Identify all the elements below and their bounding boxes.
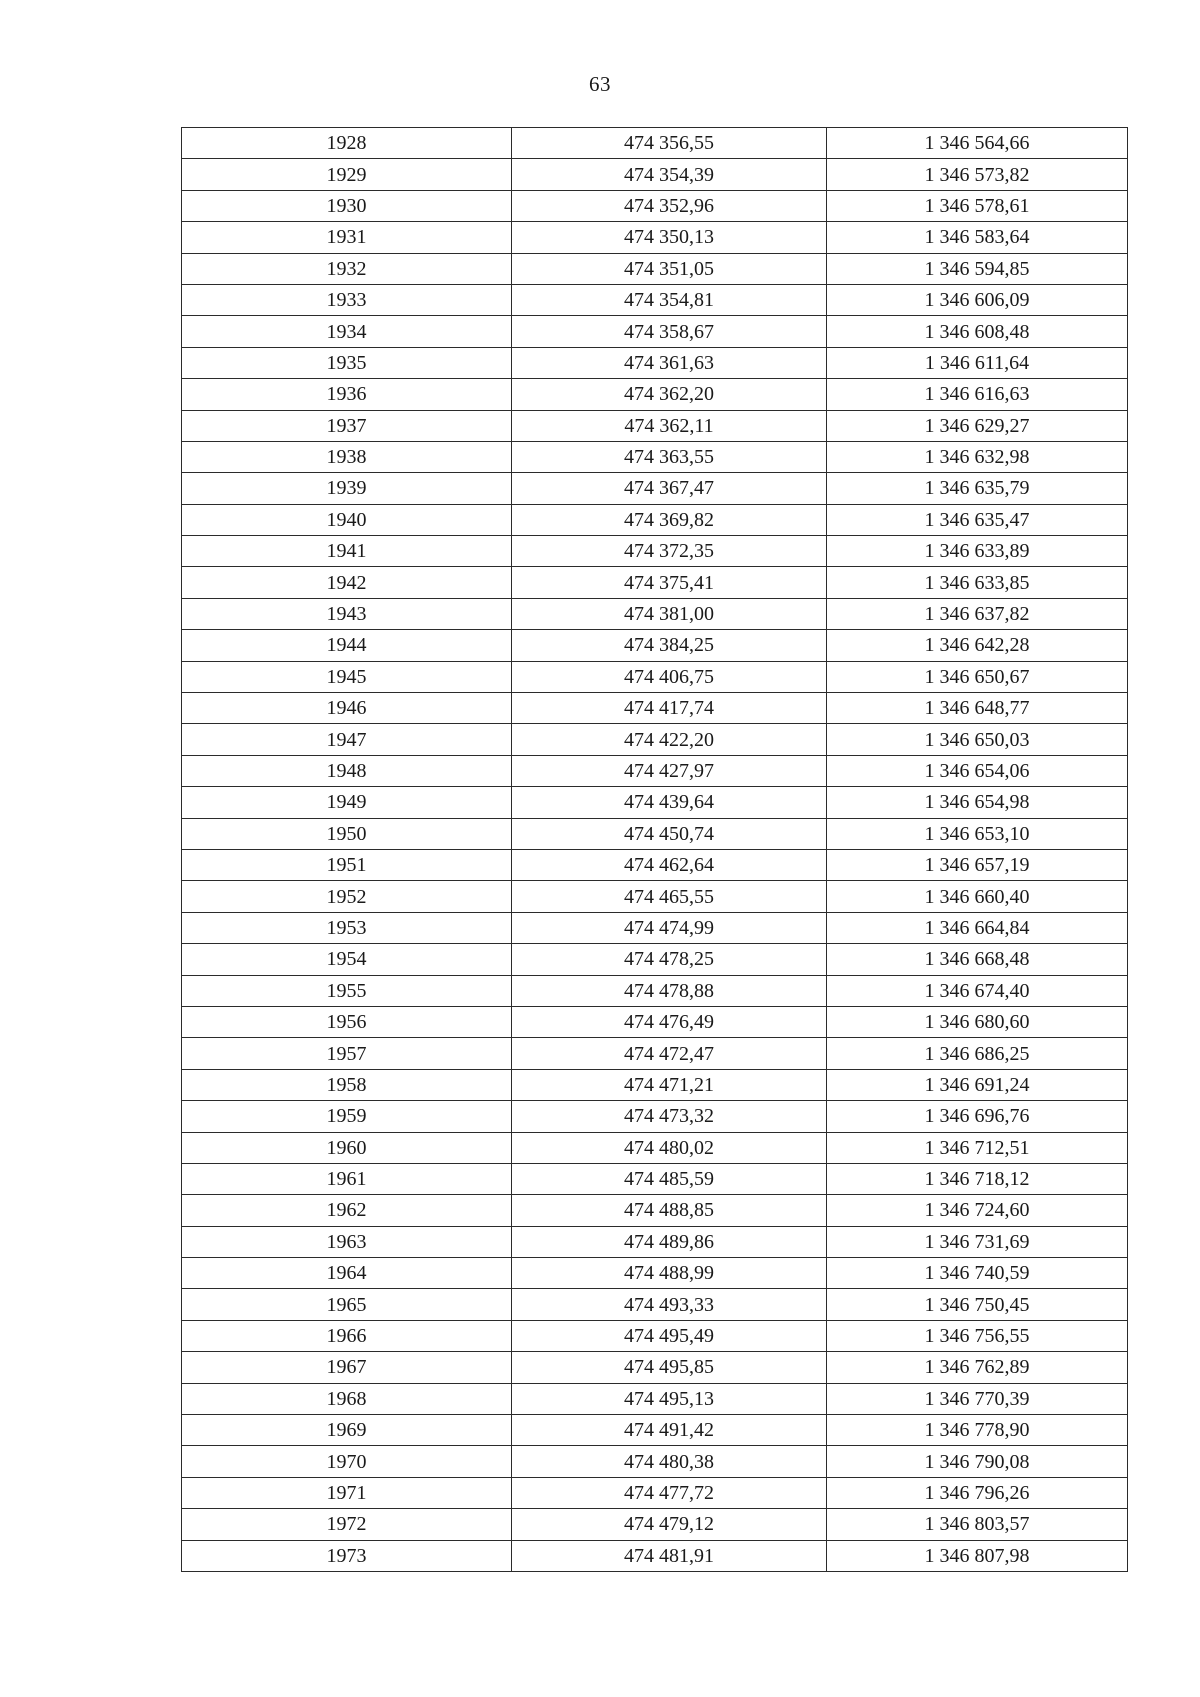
y-coordinate-cell: 1 346 718,12: [827, 1163, 1128, 1194]
point-number-cell: 1950: [182, 818, 512, 849]
x-coordinate-cell: 474 472,47: [512, 1038, 827, 1069]
point-number-cell: 1935: [182, 347, 512, 378]
table-row: [182, 1163, 1128, 1194]
x-coordinate-cell: 474 362,20: [512, 379, 827, 410]
point-number-cell: 1928: [182, 128, 512, 159]
point-number-cell: 1957: [182, 1038, 512, 1069]
x-coordinate-cell: 474 369,82: [512, 504, 827, 535]
table-row: [182, 1132, 1128, 1163]
x-coordinate-cell: 474 485,59: [512, 1163, 827, 1194]
point-number-cell: 1966: [182, 1320, 512, 1351]
point-number-cell: 1967: [182, 1352, 512, 1383]
point-number-cell: 1933: [182, 284, 512, 315]
y-coordinate-cell: 1 346 629,27: [827, 410, 1128, 441]
point-number-cell: 1969: [182, 1415, 512, 1446]
x-coordinate-cell: 474 462,64: [512, 849, 827, 880]
y-coordinate-cell: 1 346 686,25: [827, 1038, 1128, 1069]
table-row: [182, 1289, 1128, 1320]
coordinates-table: [181, 127, 1128, 1572]
point-number-cell: 1960: [182, 1132, 512, 1163]
y-coordinate-cell: 1 346 664,84: [827, 912, 1128, 943]
table-row: [182, 849, 1128, 880]
table-row: [182, 222, 1128, 253]
point-number-cell: 1931: [182, 222, 512, 253]
table-row: [182, 379, 1128, 410]
table-row: [182, 598, 1128, 629]
table-row: [182, 347, 1128, 378]
table-row: [182, 944, 1128, 975]
x-coordinate-cell: 474 488,85: [512, 1195, 827, 1226]
y-coordinate-cell: 1 346 790,08: [827, 1446, 1128, 1477]
y-coordinate-cell: 1 346 712,51: [827, 1132, 1128, 1163]
y-coordinate-cell: 1 346 608,48: [827, 316, 1128, 347]
point-number-cell: 1938: [182, 441, 512, 472]
table-row: [182, 912, 1128, 943]
x-coordinate-cell: 474 384,25: [512, 630, 827, 661]
table-row: [182, 755, 1128, 786]
table-row: [182, 1446, 1128, 1477]
table-row: [182, 1352, 1128, 1383]
x-coordinate-cell: 474 480,38: [512, 1446, 827, 1477]
x-coordinate-cell: 474 477,72: [512, 1477, 827, 1508]
y-coordinate-cell: 1 346 583,64: [827, 222, 1128, 253]
point-number-cell: 1956: [182, 1006, 512, 1037]
point-number-cell: 1929: [182, 159, 512, 190]
x-coordinate-cell: 474 417,74: [512, 693, 827, 724]
y-coordinate-cell: 1 346 680,60: [827, 1006, 1128, 1037]
x-coordinate-cell: 474 474,99: [512, 912, 827, 943]
x-coordinate-cell: 474 406,75: [512, 661, 827, 692]
table-row: [182, 1006, 1128, 1037]
x-coordinate-cell: 474 354,81: [512, 284, 827, 315]
y-coordinate-cell: 1 346 657,19: [827, 849, 1128, 880]
x-coordinate-cell: 474 489,86: [512, 1226, 827, 1257]
y-coordinate-cell: 1 346 696,76: [827, 1101, 1128, 1132]
point-number-cell: 1968: [182, 1383, 512, 1414]
y-coordinate-cell: 1 346 648,77: [827, 693, 1128, 724]
y-coordinate-cell: 1 346 796,26: [827, 1477, 1128, 1508]
y-coordinate-cell: 1 346 740,59: [827, 1258, 1128, 1289]
table-row: [182, 661, 1128, 692]
x-coordinate-cell: 474 351,05: [512, 253, 827, 284]
point-number-cell: 1970: [182, 1446, 512, 1477]
y-coordinate-cell: 1 346 756,55: [827, 1320, 1128, 1351]
point-number-cell: 1943: [182, 598, 512, 629]
y-coordinate-cell: 1 346 674,40: [827, 975, 1128, 1006]
x-coordinate-cell: 474 488,99: [512, 1258, 827, 1289]
point-number-cell: 1932: [182, 253, 512, 284]
x-coordinate-cell: 474 491,42: [512, 1415, 827, 1446]
point-number-cell: 1973: [182, 1540, 512, 1571]
point-number-cell: 1930: [182, 190, 512, 221]
table-row: [182, 159, 1128, 190]
point-number-cell: 1951: [182, 849, 512, 880]
point-number-cell: 1936: [182, 379, 512, 410]
x-coordinate-cell: 474 495,85: [512, 1352, 827, 1383]
x-coordinate-cell: 474 481,91: [512, 1540, 827, 1571]
table-row: [182, 253, 1128, 284]
table-row: [182, 1226, 1128, 1257]
x-coordinate-cell: 474 450,74: [512, 818, 827, 849]
x-coordinate-cell: 474 358,67: [512, 316, 827, 347]
y-coordinate-cell: 1 346 650,03: [827, 724, 1128, 755]
y-coordinate-cell: 1 346 724,60: [827, 1195, 1128, 1226]
table-row: [182, 316, 1128, 347]
y-coordinate-cell: 1 346 762,89: [827, 1352, 1128, 1383]
point-number-cell: 1942: [182, 567, 512, 598]
point-number-cell: 1971: [182, 1477, 512, 1508]
table-row: [182, 1101, 1128, 1132]
point-number-cell: 1959: [182, 1101, 512, 1132]
y-coordinate-cell: 1 346 691,24: [827, 1069, 1128, 1100]
y-coordinate-cell: 1 346 650,67: [827, 661, 1128, 692]
y-coordinate-cell: 1 346 660,40: [827, 881, 1128, 912]
point-number-cell: 1946: [182, 693, 512, 724]
x-coordinate-cell: 474 478,25: [512, 944, 827, 975]
point-number-cell: 1958: [182, 1069, 512, 1100]
y-coordinate-cell: 1 346 642,28: [827, 630, 1128, 661]
table-row: [182, 1195, 1128, 1226]
y-coordinate-cell: 1 346 750,45: [827, 1289, 1128, 1320]
point-number-cell: 1939: [182, 473, 512, 504]
point-number-cell: 1947: [182, 724, 512, 755]
y-coordinate-cell: 1 346 606,09: [827, 284, 1128, 315]
point-number-cell: 1944: [182, 630, 512, 661]
page-number: 63: [589, 72, 611, 96]
x-coordinate-cell: 474 473,32: [512, 1101, 827, 1132]
x-coordinate-cell: 474 352,96: [512, 190, 827, 221]
table-row: [182, 1383, 1128, 1414]
x-coordinate-cell: 474 372,35: [512, 536, 827, 567]
table-row: [182, 818, 1128, 849]
x-coordinate-cell: 474 427,97: [512, 755, 827, 786]
x-coordinate-cell: 474 439,64: [512, 787, 827, 818]
x-coordinate-cell: 474 479,12: [512, 1509, 827, 1540]
table-row: [182, 787, 1128, 818]
x-coordinate-cell: 474 495,49: [512, 1320, 827, 1351]
y-coordinate-cell: 1 346 573,82: [827, 159, 1128, 190]
x-coordinate-cell: 474 422,20: [512, 724, 827, 755]
point-number-cell: 1945: [182, 661, 512, 692]
table-row: [182, 567, 1128, 598]
point-number-cell: 1949: [182, 787, 512, 818]
table-row: [182, 975, 1128, 1006]
point-number-cell: 1952: [182, 881, 512, 912]
x-coordinate-cell: 474 495,13: [512, 1383, 827, 1414]
y-coordinate-cell: 1 346 807,98: [827, 1540, 1128, 1571]
x-coordinate-cell: 474 493,33: [512, 1289, 827, 1320]
table-row: [182, 190, 1128, 221]
table-row: [182, 128, 1128, 159]
point-number-cell: 1965: [182, 1289, 512, 1320]
table-row: [182, 1038, 1128, 1069]
y-coordinate-cell: 1 346 564,66: [827, 128, 1128, 159]
x-coordinate-cell: 474 476,49: [512, 1006, 827, 1037]
table-row: [182, 1509, 1128, 1540]
y-coordinate-cell: 1 346 633,89: [827, 536, 1128, 567]
table-row: [182, 536, 1128, 567]
table-row: [182, 630, 1128, 661]
point-number-cell: 1953: [182, 912, 512, 943]
x-coordinate-cell: 474 363,55: [512, 441, 827, 472]
y-coordinate-cell: 1 346 635,79: [827, 473, 1128, 504]
point-number-cell: 1934: [182, 316, 512, 347]
x-coordinate-cell: 474 375,41: [512, 567, 827, 598]
y-coordinate-cell: 1 346 635,47: [827, 504, 1128, 535]
x-coordinate-cell: 474 480,02: [512, 1132, 827, 1163]
table-row: [182, 1540, 1128, 1571]
y-coordinate-cell: 1 346 633,85: [827, 567, 1128, 598]
x-coordinate-cell: 474 356,55: [512, 128, 827, 159]
point-number-cell: 1941: [182, 536, 512, 567]
y-coordinate-cell: 1 346 637,82: [827, 598, 1128, 629]
y-coordinate-cell: 1 346 770,39: [827, 1383, 1128, 1414]
y-coordinate-cell: 1 346 778,90: [827, 1415, 1128, 1446]
x-coordinate-cell: 474 362,11: [512, 410, 827, 441]
table-body: [182, 128, 1128, 1572]
point-number-cell: 1955: [182, 975, 512, 1006]
y-coordinate-cell: 1 346 616,63: [827, 379, 1128, 410]
y-coordinate-cell: 1 346 611,64: [827, 347, 1128, 378]
table-row: [182, 1415, 1128, 1446]
table-row: [182, 1320, 1128, 1351]
point-number-cell: 1948: [182, 755, 512, 786]
table-row: [182, 473, 1128, 504]
point-number-cell: 1962: [182, 1195, 512, 1226]
table-row: [182, 1069, 1128, 1100]
y-coordinate-cell: 1 346 632,98: [827, 441, 1128, 472]
y-coordinate-cell: 1 346 803,57: [827, 1509, 1128, 1540]
x-coordinate-cell: 474 361,63: [512, 347, 827, 378]
y-coordinate-cell: 1 346 654,98: [827, 787, 1128, 818]
table-row: [182, 441, 1128, 472]
x-coordinate-cell: 474 478,88: [512, 975, 827, 1006]
point-number-cell: 1963: [182, 1226, 512, 1257]
point-number-cell: 1961: [182, 1163, 512, 1194]
table-row: [182, 1258, 1128, 1289]
table-row: [182, 724, 1128, 755]
x-coordinate-cell: 474 471,21: [512, 1069, 827, 1100]
point-number-cell: 1954: [182, 944, 512, 975]
x-coordinate-cell: 474 465,55: [512, 881, 827, 912]
x-coordinate-cell: 474 381,00: [512, 598, 827, 629]
x-coordinate-cell: 474 354,39: [512, 159, 827, 190]
table-row: [182, 410, 1128, 441]
table-row: [182, 504, 1128, 535]
x-coordinate-cell: 474 367,47: [512, 473, 827, 504]
y-coordinate-cell: 1 346 731,69: [827, 1226, 1128, 1257]
y-coordinate-cell: 1 346 668,48: [827, 944, 1128, 975]
table-row: [182, 881, 1128, 912]
point-number-cell: 1964: [182, 1258, 512, 1289]
point-number-cell: 1940: [182, 504, 512, 535]
table-row: [182, 1477, 1128, 1508]
point-number-cell: 1972: [182, 1509, 512, 1540]
table-row: [182, 693, 1128, 724]
y-coordinate-cell: 1 346 594,85: [827, 253, 1128, 284]
table-row: [182, 284, 1128, 315]
y-coordinate-cell: 1 346 653,10: [827, 818, 1128, 849]
y-coordinate-cell: 1 346 578,61: [827, 190, 1128, 221]
x-coordinate-cell: 474 350,13: [512, 222, 827, 253]
point-number-cell: 1937: [182, 410, 512, 441]
y-coordinate-cell: 1 346 654,06: [827, 755, 1128, 786]
